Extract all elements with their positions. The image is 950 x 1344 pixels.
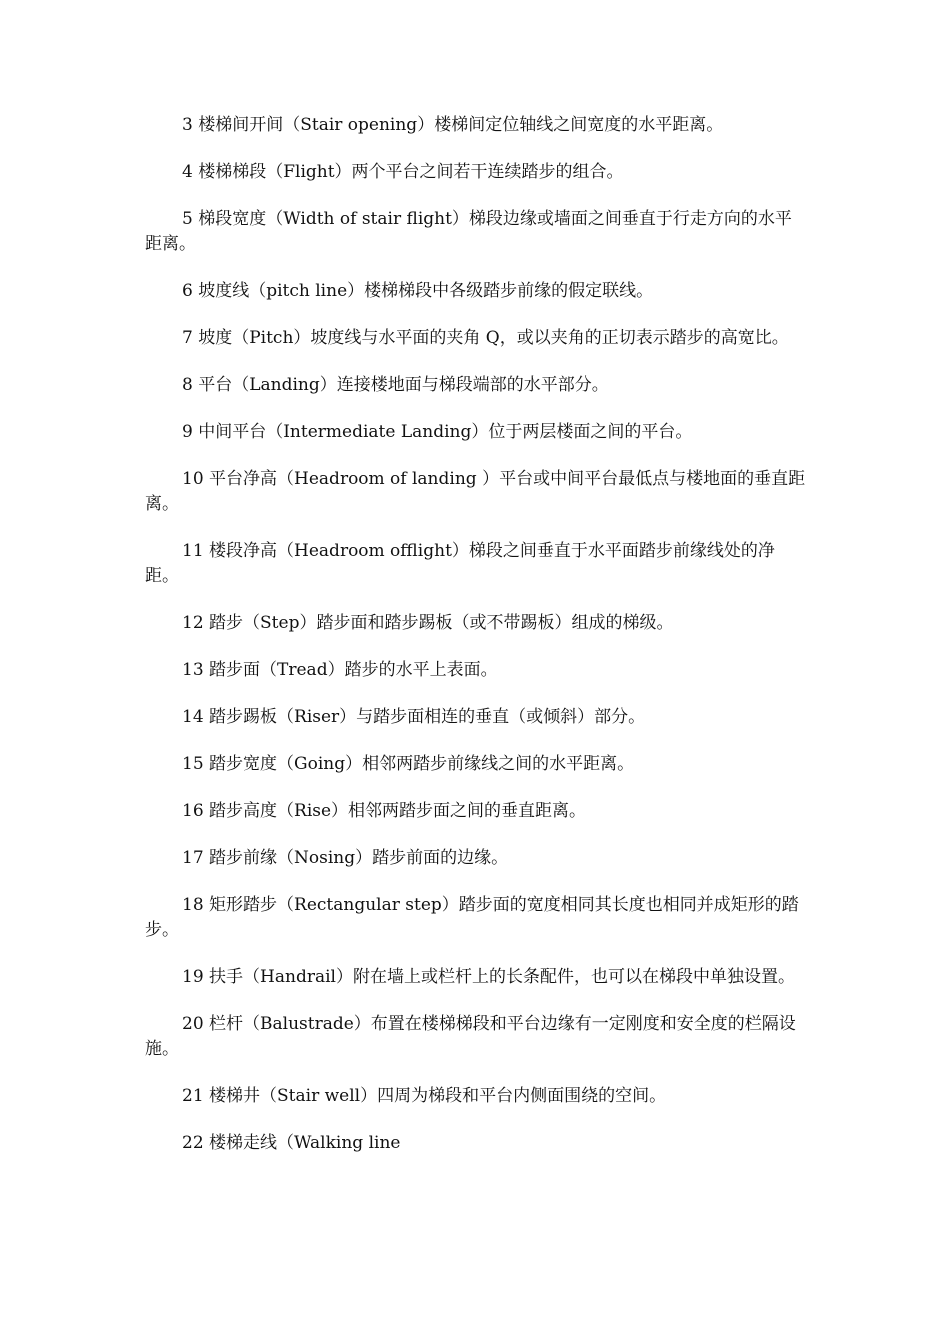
paragraph-step: 12 踏步（Step）踏步面和踏步踢板（或不带踢板）组成的梯级。 [182,613,674,633]
paragraph-landing-headroom: 10 平台净高（Headroom of landing ）平台或中间平台最低点与楼地面的垂直距离。 [145,469,806,514]
paragraph-going: 15 踏步宽度（Going）相邻两踏步前缘线之间的水平距离。 [182,754,635,774]
paragraph-tread: 13 踏步面（Tread）踏步的水平上表面。 [182,660,498,680]
paragraph-balustrade: 20 栏杆（Balustrade）布置在楼梯梯段和平台边缘有一定刚度和安全度的栏隔设施。 [145,1014,796,1059]
paragraph-rectangular-step: 18 矩形踏步（Rectangular step）踏步面的宽度相同其长度也相同并成矩形的踏步。 [145,895,799,940]
paragraph-landing: 8 平台（Landing）连接楼地面与梯段端部的水平部分。 [182,375,609,395]
document-body [145,113,808,1178]
paragraph-nosing: 17 踏步前缘（Nosing）踏步前面的边缘。 [182,848,509,868]
paragraph-flight-width: 5 梯段宽度（Width of stair flight）梯段边缘或墙面之间垂直于行走方向的水平距离。 [145,209,792,254]
paragraph-pitch: 7 坡度（Pitch）坡度线与水平面的夹角 Q，或以夹角的正切表示踏步的高宽比。 [182,328,789,348]
paragraph-stair-well: 21 楼梯井（Stair well）四周为梯段和平台内侧面围绕的空间。 [182,1086,667,1106]
paragraph-stair-opening: 3 楼梯间开间（Stair opening）楼梯间定位轴线之间宽度的水平距离。 [182,115,724,135]
paragraph-handrail: 19 扶手（Handrail）附在墙上或栏杆上的长条配件，也可以在梯段中单独设置。 [182,967,795,987]
paragraph-intermediate-landing: 9 中间平台（Intermediate Landing）位于两层楼面之间的平台。 [182,422,693,442]
paragraph-riser: 14 踏步踢板（Riser）与踏步面相连的垂直（或倾斜）部分。 [182,707,646,727]
paragraph-rise: 16 踏步高度（Rise）相邻两踏步面之间的垂直距离。 [182,801,587,821]
paragraph-pitch-line: 6 坡度线（pitch line）楼梯梯段中各级踏步前缘的假定联线。 [182,281,654,301]
paragraph-flight-headroom: 11 楼段净高（Headroom offlight）梯段之间垂直于水平面踏步前缘线处的净距。 [145,541,775,586]
paragraph-flight: 4 楼梯梯段（Flight）两个平台之间若干连续踏步的组合。 [182,162,624,182]
paragraph-walking-line: 22 楼梯走线（Walking line [182,1133,401,1153]
